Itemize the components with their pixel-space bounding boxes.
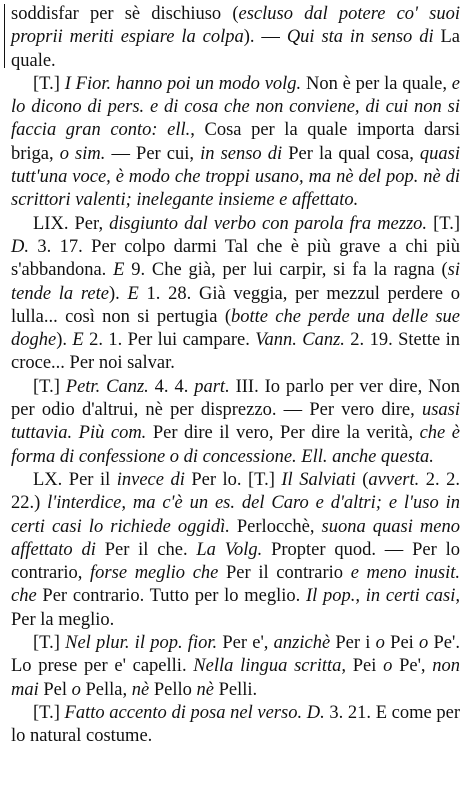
italic-run: E [127, 283, 139, 304]
text-run: Pel [38, 679, 72, 700]
italic-run: disgiunto dal verbo con parola fra mezzo. [109, 213, 428, 234]
italic-run: o [419, 633, 429, 654]
text-run: 2. 19. Stette in croce... Per noi salvar. [11, 330, 460, 374]
text-run: 1. 28. Già veggia, per mezzul perdere o lulla... così non si pertugia ( [11, 283, 460, 327]
text-run: 3. 21. E come per lo natural costume. [11, 702, 460, 747]
italic-run: e lo dicono di pers. e di cosa che non conviene, di cui non si faccia gran conto: ell. [11, 73, 460, 141]
italic-run: che è forma di confessione o di concessione. Ell. anche questa. [11, 423, 460, 467]
italic-run: in senso di [200, 143, 283, 164]
paragraph [11, 632, 460, 702]
italic-run: e meno inusit. che [11, 563, 461, 607]
text-run: Perlocchè, [229, 516, 322, 537]
text-run: Per il che. [95, 539, 197, 560]
italic-run: o [383, 656, 393, 677]
italic-run: Vann. Canz. [255, 330, 345, 351]
text-run: [T.] [33, 702, 65, 723]
italic-run: Il Salviati [281, 469, 356, 490]
text-run: Per lo. [T.] [184, 469, 282, 490]
italic-run: D. [11, 236, 29, 257]
text-run: La quale. [11, 27, 460, 71]
text-run: 2. 2. 22.) [11, 469, 460, 514]
text-run: Per dire il vero, Per dire la verità, [146, 423, 420, 444]
text-run: Pei [384, 633, 420, 654]
italic-run: Petr. Canz. [65, 376, 149, 397]
text-run: Per la qual cosa, [282, 143, 420, 164]
text-run: [T.] [427, 213, 460, 234]
italic-run: I Fior. hanno poi un modo volg. [64, 73, 302, 94]
text-run: ). — [243, 27, 287, 48]
text-run: Pei [346, 656, 384, 677]
text-run: Propter quod. — Per lo contrario, [11, 539, 460, 584]
margin-rule [4, 4, 5, 68]
italic-run: suona quasi meno affettato di [11, 516, 460, 560]
text-run: Per la meglio. [11, 609, 115, 630]
italic-run: forse meglio che [90, 563, 219, 584]
text-run: [T.] [33, 376, 66, 397]
text-run: Pella, [80, 679, 132, 700]
italic-run: Qui sta in senso di [286, 27, 434, 48]
italic-run: non mai [11, 656, 461, 700]
italic-run: escluso dal potere co' suoi proprii meriti espiare la colpa [11, 4, 460, 48]
text-run: [T.] [33, 73, 65, 94]
text-run: 9. Che già, per lui carpir, si fa la ragna ( [124, 260, 448, 281]
paragraph [11, 376, 460, 469]
italic-run: usasi tuttavia. Più com. [11, 400, 460, 444]
text-run: 3. 17. Per colpo darmi Tal che è più grave a chi più s'abbandona. [11, 236, 460, 281]
paragraph [11, 213, 460, 376]
text-run: [T.] [33, 633, 66, 654]
text-run: soddisfar per sè dischiuso ( [11, 4, 239, 24]
italic-run: nè [131, 679, 150, 700]
italic-run: invece di [116, 469, 185, 490]
text-run: 2. 1. Per lui campare. [83, 330, 256, 351]
italic-run: Nel plur. il pop. fior. [65, 633, 218, 654]
text-run: Per i [330, 633, 376, 654]
text-run: — Per cui, [105, 143, 201, 164]
paragraph [11, 73, 460, 213]
italic-run: La Volg. [196, 539, 263, 560]
italic-run: botte che perde una delle sue doghe [11, 306, 461, 351]
text-run: ( [355, 469, 369, 490]
paragraph [11, 3, 460, 73]
italic-run: E [113, 260, 125, 281]
paragraph [11, 702, 460, 749]
italic-run: o sim. [59, 143, 106, 164]
text-run: , Cosa per la quale importa darsi briga, [11, 120, 460, 164]
text-run: Pe'. Lo prese per e' capelli. [11, 633, 460, 677]
italic-run: Il pop., in certi casi, [306, 586, 460, 607]
italic-run: l'interdice, ma c'è un es. del Caro e d'altri; e l'uso in certi casi lo richiede oggidì. [11, 493, 460, 537]
text-run: Pello [149, 679, 197, 700]
italic-run: quasi tutt'una voce, è modo che troppi usano, ma nè del pop. nè di scrittori valenti; inelegante insieme e affettato. [11, 143, 461, 211]
italic-run: part. [194, 376, 230, 397]
text-run: ). [108, 283, 128, 304]
text-run: Non è per la quale, [301, 73, 452, 94]
italic-run: anzichè [273, 633, 331, 654]
text-run: Pe', [392, 656, 433, 677]
italic-run: Nella lingua scritta, [193, 656, 347, 677]
text-run: III. Io parlo per ver dire, Non per odio d'altrui, nè per disprezzo. — Per vero dire, [11, 376, 461, 421]
text-run: Per contrario. Tutto per lo meglio. [36, 586, 307, 607]
italic-run: Fatto accento di posa nel verso. D. [64, 702, 325, 723]
italic-run: o [375, 633, 385, 654]
entry-text [11, 3, 460, 749]
text-run: Pelli. [213, 679, 258, 700]
italic-run: E [72, 330, 84, 351]
italic-run: si tende la rete [11, 260, 460, 304]
text-run: Per il contrario [218, 563, 351, 584]
text-run: LIX. Per, [33, 213, 110, 234]
text-run: Per e', [217, 633, 274, 654]
text-run: 4. 4. [148, 376, 195, 397]
paragraph [11, 469, 460, 632]
text-run: LX. Per il [33, 469, 117, 490]
italic-run: o [71, 679, 81, 700]
text-run: ). [56, 330, 73, 351]
italic-run: avvert. [368, 469, 420, 490]
italic-run: nè [196, 679, 214, 700]
